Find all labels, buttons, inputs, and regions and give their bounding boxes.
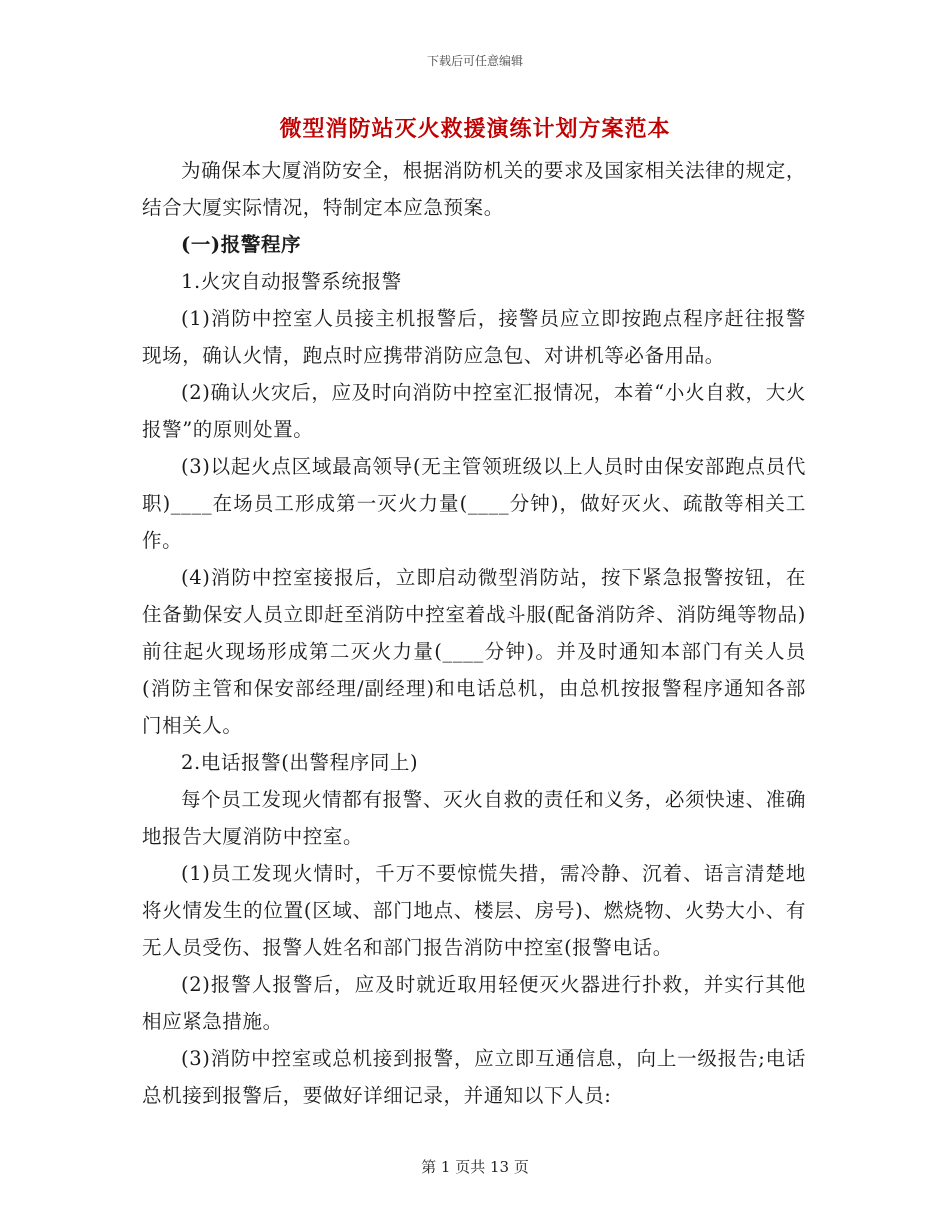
paragraph-phone-item-3: (3)消防中控室或总机接到报警，应立即互通信息，向上一级报告;电话总机接到报警后，要做好详细记录，并通知以下人员: xyxy=(142,1047,806,1107)
page-footer: 第 1 页共 13 页 xyxy=(421,1158,529,1176)
paragraph-item-4: (4)消防中控室接报后，立即启动微型消防站，按下紧急报警按钮，在住备勤保安人员立即赶至消防中控室着战斗服(配备消防斧、消防绳等物品)前往起火现场形成第二灭火力量(____分钟)。并及时通知本部门有关人员(消防主管和保安部经理/副经理)和电话总机，由总机按报警程序通知各部门相关人。 xyxy=(142,566,806,737)
paragraph-item-2: (2)确认火灾后，应及时向消防中控室汇报情况，本着“小火自救，大火报警”的原则处置。 xyxy=(142,381,806,441)
document-body xyxy=(142,152,806,1114)
subheading-auto-alarm: 1.火灾自动报警系统报警 xyxy=(181,270,402,293)
paragraph-intro: 为确保本大厦消防安全，根据消防机关的要求及国家相关法律的规定，结合大厦实际情况，特制定本应急预案。 xyxy=(142,159,806,219)
paragraph-employee-duty: 每个员工发现火情都有报警、灭火自救的责任和义务，必须快速、准确地报告大厦消防中控室。 xyxy=(142,788,806,848)
subheading-phone-alarm: 2.电话报警(出警程序同上) xyxy=(181,751,419,774)
paragraph-item-1: (1)消防中控室人员接主机报警后，接警员应立即按跑点程序赶往报警现场，确认火情，跑点时应携带消防应急包、对讲机等必备用品。 xyxy=(142,307,806,367)
paragraph-phone-item-1: (1)员工发现火情时，千万不要惊慌失措，需冷静、沉着、语言清楚地将火情发生的位置(区域、部门地点、楼层、房号)、燃烧物、火势大小、有无人员受伤、报警人姓名和部门报告消防中控室(报警电话。 xyxy=(142,862,806,959)
paragraph-item-3: (3)以起火点区域最高领导(无主管领班级以上人员时由保安部跑点员代职)____在场员工形成第一灭火力量(____分钟)，做好灭火、疏散等相关工作。 xyxy=(142,455,806,552)
document-title: 微型消防站灭火救援演练计划方案范本 xyxy=(279,116,671,142)
paragraph-phone-item-2: (2)报警人报警后，应及时就近取用轻便灭火器进行扑救，并实行其他相应紧急措施。 xyxy=(142,973,806,1033)
page-header: 下载后可任意编辑 xyxy=(426,54,523,68)
section-heading-alarm-procedure: (一)报警程序 xyxy=(181,233,302,256)
